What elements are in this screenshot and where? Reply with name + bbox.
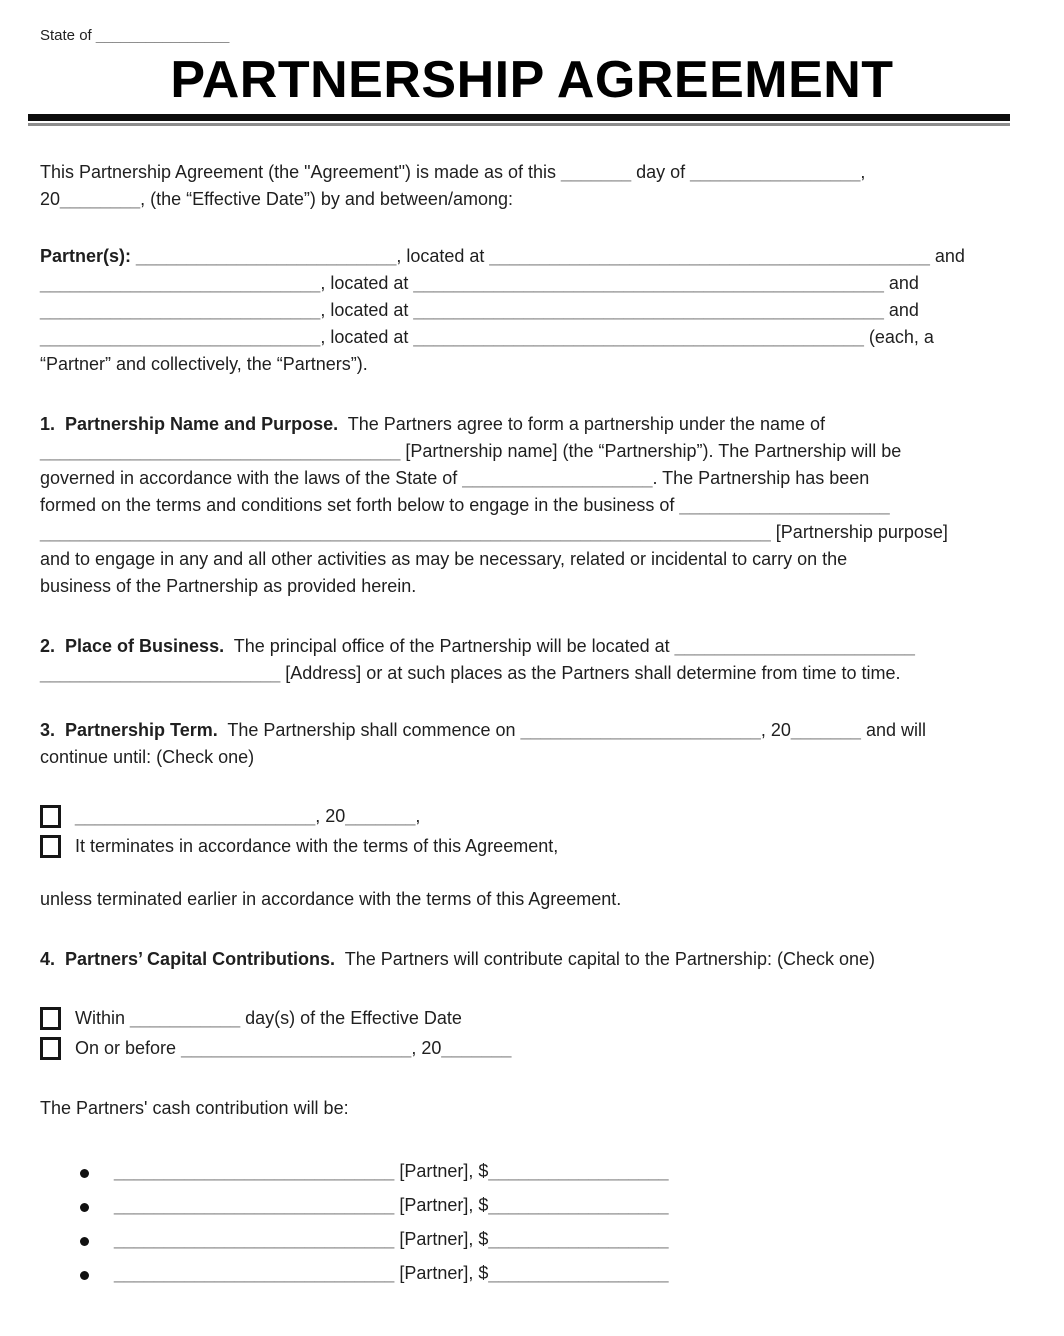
partners-first-line-rest: __________________________, located at ____________________________________________ and: [136, 246, 965, 266]
list-item: [40, 1226, 1024, 1260]
contribution-option-on-or-before-label: On or before _______________________, 20_______: [75, 1037, 512, 1058]
section-4-capital-contributions: [40, 946, 1024, 973]
section-1-line: _________________________________________________________________________ [Partnership purpose]: [40, 522, 948, 542]
term-closing-text: unless terminated earlier in accordance with the terms of this Agreement.: [40, 889, 622, 909]
partner-contribution-entry: ____________________________ [Partner], $__________________: [114, 1195, 669, 1215]
section-1-line: governed in accordance with the laws of the State of ___________________. The Partnership has been: [40, 468, 870, 488]
intro-line: 20________, (the “Effective Date”) by and between/among:: [40, 189, 513, 209]
section-1-line: formed on the terms and conditions set forth below to engage in the business of _____________________: [40, 495, 890, 515]
bullet-icon: [80, 1169, 89, 1178]
partner-contribution-entry: ____________________________ [Partner], $__________________: [114, 1229, 669, 1249]
cash-contribution-line: [40, 1095, 1024, 1122]
section-2-line: ________________________ [Address] or at such places as the Partners shall determine from time to time.: [40, 663, 901, 683]
contribution-option-within: [40, 1003, 1024, 1033]
contribution-options: [40, 1003, 1024, 1063]
bullet-icon: [80, 1271, 89, 1280]
section-1-line: and to engage in any and all other activities as may be necessary, related or incidental to carry on the: [40, 549, 848, 569]
partners-line: ____________________________, located at _______________________________________________ and: [40, 273, 919, 293]
section-1-heading-line: [40, 411, 1024, 438]
term-options: [40, 801, 1024, 861]
section-3-heading: 3. Partnership Term.: [40, 720, 218, 740]
term-closing-line: [40, 886, 1024, 913]
term-option-terminates-label: It terminates in accordance with the terms of this Agreement,: [75, 835, 559, 856]
section-4-heading-rest: The Partners will contribute capital to the Partnership: (Check one): [335, 949, 875, 969]
title-divider: [28, 114, 1010, 126]
section-1-name-and-purpose: [40, 411, 1024, 600]
divider-thick-bar: [28, 114, 1010, 121]
list-item: [40, 1192, 1024, 1226]
partners-line: “Partner” and collectively, the “Partners”).: [40, 354, 368, 374]
bullet-icon: [80, 1237, 89, 1246]
partners-label: Partner(s):: [40, 246, 132, 266]
checkbox[interactable]: [40, 805, 61, 828]
term-option-date-label: ________________________, 20_______,: [75, 805, 421, 826]
partners-line: ____________________________, located at _______________________________________________ and: [40, 300, 919, 320]
contribution-option-on-or-before: [40, 1033, 1024, 1063]
section-1-line: business of the Partnership as provided herein.: [40, 576, 417, 596]
cash-contribution-text: The Partners' cash contribution will be:: [40, 1098, 349, 1118]
state-of-line: State of ________________: [40, 27, 230, 44]
section-2-place-of-business: [40, 633, 1024, 687]
partners-line: ____________________________, located at _____________________________________________ (each, a: [40, 327, 934, 347]
term-option-terminates: [40, 831, 1024, 861]
section-2-heading-rest: The principal office of the Partnership will be located at ________________________: [224, 636, 915, 656]
partners-block: [40, 243, 1024, 378]
section-2-heading: 2. Place of Business.: [40, 636, 225, 656]
checkbox[interactable]: [40, 1037, 61, 1060]
contribution-option-within-label: Within ___________ day(s) of the Effective Date: [75, 1007, 462, 1028]
section-3-line: continue until: (Check one): [40, 747, 255, 767]
checkbox[interactable]: [40, 835, 61, 858]
section-3-heading-rest: The Partnership shall commence on ________________________, 20_______ and will: [217, 720, 926, 740]
term-option-date: [40, 801, 1024, 831]
section-3-partnership-term: [40, 717, 1024, 771]
partners-first-line: [40, 243, 1024, 270]
section-4-heading-line: [40, 946, 1024, 973]
bullet-icon: [80, 1203, 89, 1212]
checkbox[interactable]: [40, 1007, 61, 1030]
section-3-heading-line: [40, 717, 1024, 744]
section-1-line: ____________________________________ [Partnership name] (the “Partnership”). The Partnership will be: [40, 441, 902, 461]
partner-contribution-entry: ____________________________ [Partner], $__________________: [114, 1161, 669, 1181]
section-1-heading-rest: The Partners agree to form a partnership under the name of: [338, 414, 826, 434]
list-item: [40, 1158, 1024, 1192]
partner-contribution-list: [40, 1158, 1024, 1294]
section-4-heading: 4. Partners’ Capital Contributions.: [40, 949, 336, 969]
section-2-heading-line: [40, 633, 1024, 660]
intro-paragraph: [40, 159, 1024, 213]
list-item: [40, 1260, 1024, 1294]
section-1-heading: 1. Partnership Name and Purpose.: [40, 414, 339, 434]
intro-line: This Partnership Agreement (the "Agreement") is made as of this _______ day of _________________,: [40, 162, 866, 182]
divider-thin-bar: [28, 123, 1010, 126]
page-title: PARTNERSHIP AGREEMENT: [170, 51, 894, 109]
partner-contribution-entry: ____________________________ [Partner], $__________________: [114, 1263, 669, 1283]
